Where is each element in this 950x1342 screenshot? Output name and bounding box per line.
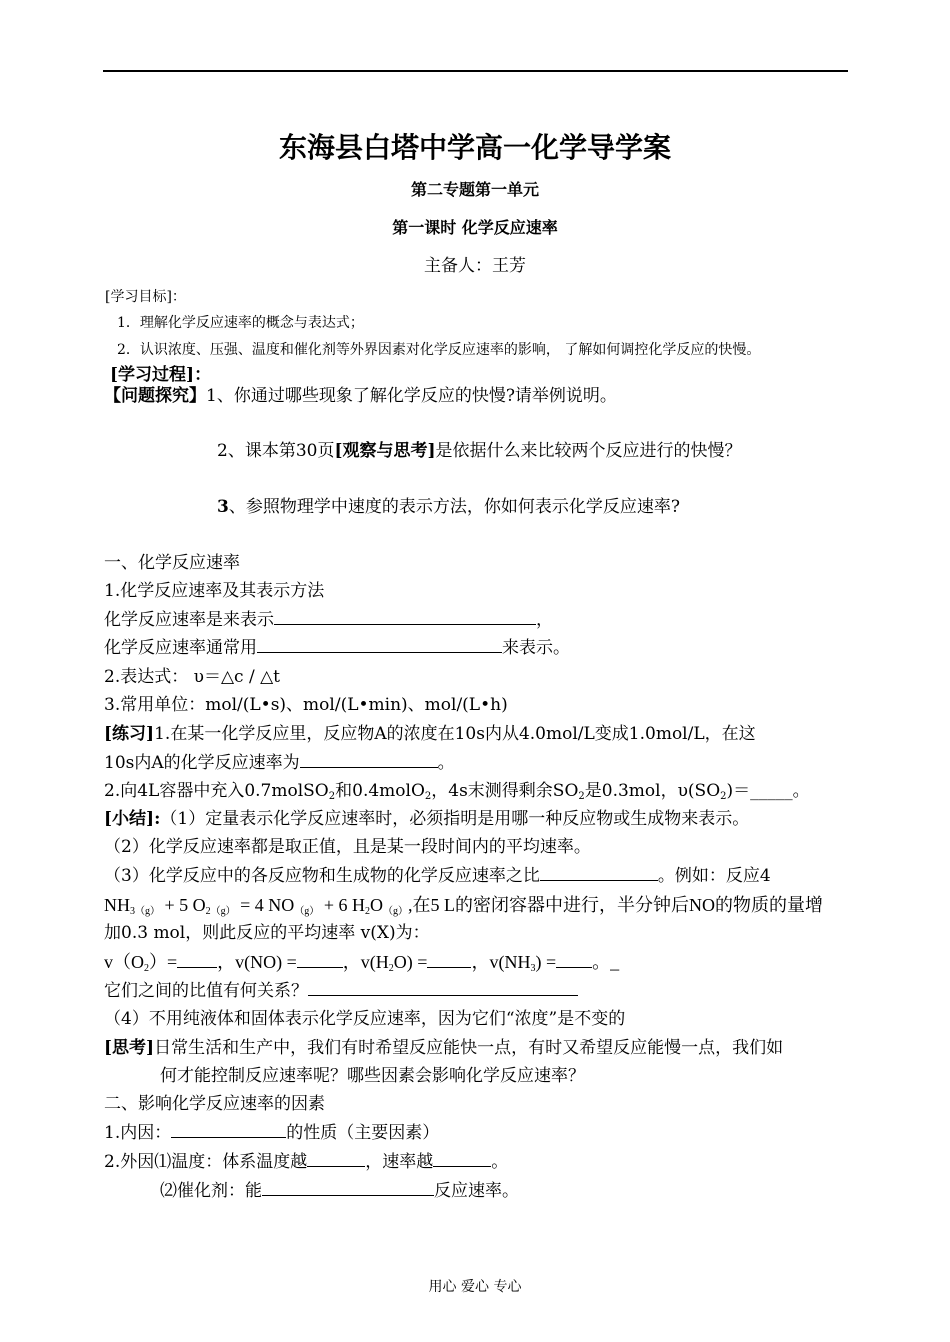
goal-item: 1．理解化学反应速率的概念与表达式； bbox=[117, 315, 364, 331]
lesson-heading: 第一课时 化学反应速率 bbox=[392, 218, 558, 237]
summary-1: [小结]:（1）定量表示化学反应速率时，必须指明是用哪一种反应物或生成物来表示。 bbox=[104, 809, 750, 829]
answer-blank[interactable] bbox=[257, 637, 502, 653]
units-line: 3.常用单位：mol/(L•s)、mol/(L•min)、mol/(L•h) bbox=[104, 695, 508, 715]
answer-blank[interactable] bbox=[177, 952, 217, 968]
inquiry-q3: 3、参照物理学中速度的表示方法，你如何表示化学反应速率? bbox=[217, 497, 680, 517]
summary-2: （2）化学反应速率都是取正值，且是某一段时间内的平均速率。 bbox=[104, 837, 591, 857]
expression-line: 2.表达式： υ＝△c / △t bbox=[104, 667, 280, 687]
practice-label: [练习] bbox=[104, 724, 155, 744]
answer-blank[interactable] bbox=[540, 865, 658, 881]
page-footer: 用心 爱心 专心 bbox=[428, 1279, 522, 1295]
think-2: 何才能控制反应速率呢？哪些因素会影响化学反应速率？ bbox=[160, 1066, 585, 1086]
author-line: 主备人：王芳 bbox=[424, 256, 526, 276]
reaction-equation: $NH_{3(g)} + 5$ $O_{2(g)} = 4$ $NO_{(g)} + 6$ $H_2O_{(g)}$,在5 L的密闭容器中进行，半分钟后NO的物质的量增 bbox=[104, 895, 823, 917]
answer-blank[interactable] bbox=[297, 952, 343, 968]
inquiry-q1: 【问题探究】1、你通过哪些现象了解化学反应的快慢?请举例说明。 bbox=[104, 386, 617, 406]
section-heading: 二、影响化学反应速率的因素 bbox=[104, 1094, 325, 1114]
answer-blank[interactable] bbox=[427, 952, 471, 968]
fill-line: 化学反应速率通常用 来表示。 bbox=[104, 638, 570, 658]
summary-label: [小结]: bbox=[104, 809, 161, 829]
answer-blank[interactable] bbox=[300, 752, 438, 768]
ratio-question: 它们之间的比值有何关系？ bbox=[104, 980, 578, 1002]
inquiry-q2: 2、课本第30页[观察与思考]是依据什么来比较两个反应进行的快慢？ bbox=[217, 441, 742, 461]
external-temperature: 2.外因⑴温度：体系温度越 ，速率越 。 bbox=[104, 1152, 509, 1172]
inquiry-label: 【问题探究】 bbox=[104, 386, 206, 406]
practice-2: 2.向4L容器中充入0.7molSO$_2$和0.4molO$_2$，4s末测得剩余$SO_2$是0.3mol，$\upsilon(SO_2)=\_\_\_\_\_$。 bbox=[104, 781, 810, 802]
rates-line: $v(O_2)=$ ，v(NO) = ，$v(H_2O)$ = ，$v(NH_3)$ = 。_ bbox=[104, 952, 620, 974]
external-catalyst: ⑵催化剂：能 反应速率。 bbox=[160, 1181, 519, 1201]
fill-line: 化学反应速率是来表示 ， bbox=[104, 610, 553, 630]
think-1: [思考]日常生活和生产中，我们有时希望反应能快一点，有时又希望反应能慢一点，我们如 bbox=[104, 1038, 784, 1058]
header-rule bbox=[103, 70, 848, 72]
practice-1: [练习]1.在某一化学反应里，反应物A的浓度在10s内从4.0mol/L变成1.0mol/L，在这 bbox=[104, 724, 756, 744]
summary-4: （4）不用纯液体和固体表示化学反应速率，因为它们“浓度”是不变的 bbox=[104, 1009, 626, 1029]
subheading: 1.化学反应速率及其表示方法 bbox=[104, 581, 325, 601]
answer-blank[interactable] bbox=[556, 952, 592, 968]
process-label: [学习过程]： bbox=[110, 365, 212, 385]
practice-1-cont: 10s内A的化学反应速率为 。 bbox=[104, 753, 455, 773]
answer-blank[interactable] bbox=[307, 1151, 365, 1167]
unit-heading: 第二专题第一单元 bbox=[410, 180, 539, 199]
answer-blank[interactable] bbox=[308, 980, 578, 996]
section-heading: 一、化学反应速率 bbox=[104, 553, 240, 573]
internal-factor: 1.内因： 的性质（主要因素） bbox=[104, 1123, 440, 1143]
answer-blank[interactable] bbox=[171, 1122, 286, 1138]
summary-3: （3）化学反应中的各反应物和生成物的化学反应速率之比 。例如：反应4 bbox=[104, 866, 771, 886]
answer-blank[interactable] bbox=[433, 1151, 491, 1167]
answer-blank[interactable] bbox=[274, 609, 536, 625]
goals-label: [学习目标]： bbox=[105, 289, 186, 305]
goal-item: 2．认识浓度、压强、温度和催化剂等外界因素对化学反应速率的影响， 了解如何调控化学反应的快慢。 bbox=[117, 342, 761, 358]
think-label: [思考] bbox=[104, 1038, 155, 1058]
document-title: 东海县白塔中学高一化学导学案 bbox=[278, 131, 671, 164]
answer-blank[interactable] bbox=[262, 1180, 434, 1196]
summary-3-cont: 加0.3 mol，则此反应的平均速率 v(X)为： bbox=[104, 923, 430, 943]
